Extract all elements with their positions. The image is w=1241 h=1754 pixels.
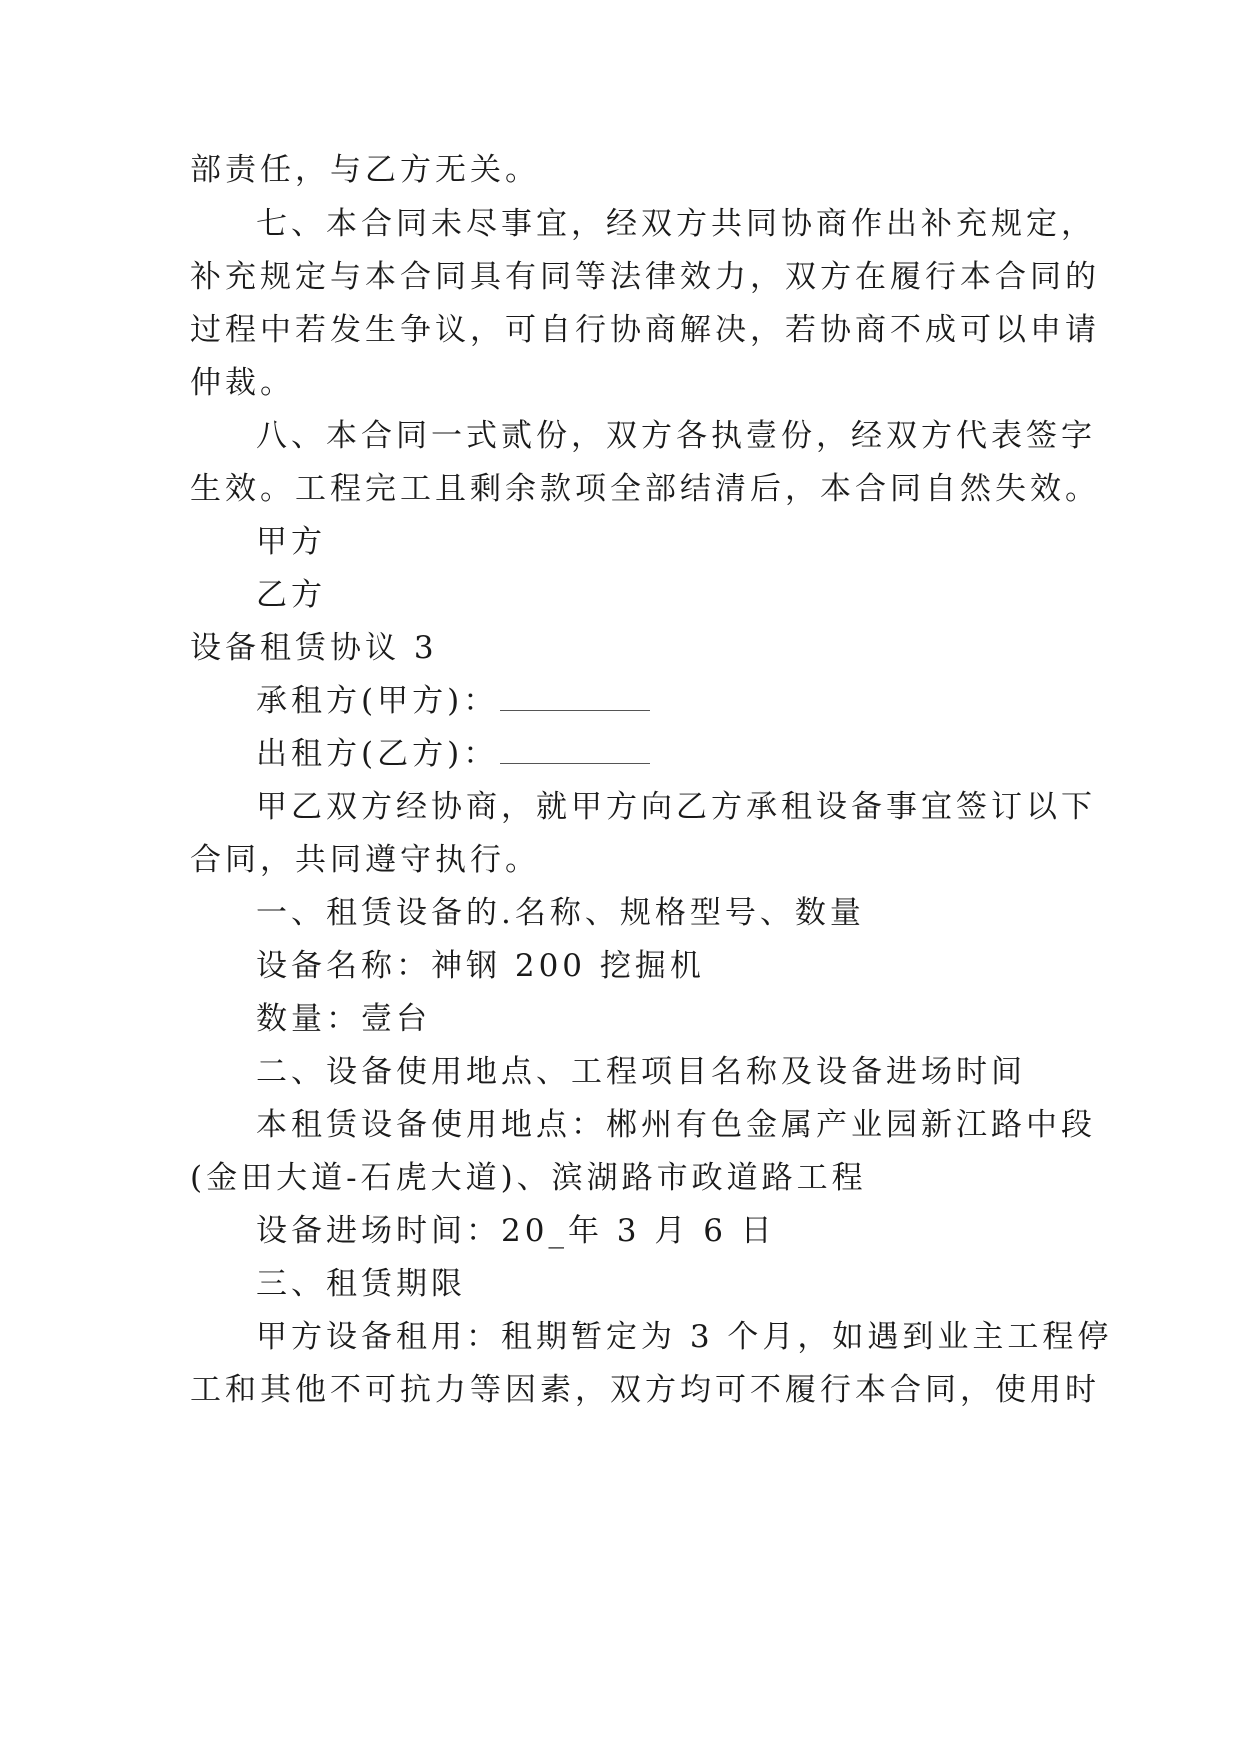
text-line: 过程中若发生争议，可自行协商解决，若协商不成可以申请 (190, 312, 1100, 348)
lessor-blank (500, 737, 650, 764)
text-line: (金田大道-石虎大道)、滨湖路市政道路工程 (190, 1160, 867, 1196)
clause-7: 七、本合同未尽事宜，经双方共同协商作出补充规定， (256, 206, 1096, 242)
lease-term: 甲方设备租用：租期暂定为 3 个月，如遇到业主工程停 (256, 1319, 1113, 1355)
party-b-signature-label: 乙方 (256, 577, 326, 613)
section-title: 设备租赁协议 3 (190, 630, 438, 666)
party-a-signature-label: 甲方 (256, 524, 326, 560)
text-line: 补充规定与本合同具有同等法律效力，双方在履行本合同的 (190, 259, 1100, 295)
clause-1-heading: 一、租赁设备的.名称、规格型号、数量 (256, 895, 865, 931)
text-line: 甲乙双方经协商，就甲方向乙方承租设备事宜签订以下 (256, 789, 1096, 825)
equipment-quantity: 数量：壹台 (256, 1001, 431, 1037)
lessee-label: 承租方(甲方)： (256, 683, 499, 719)
lessee-blank (500, 684, 650, 711)
lessor-label: 出租方(乙方)： (256, 736, 499, 772)
lessee-line (256, 681, 650, 721)
lessor-line (256, 734, 650, 774)
text-line: 生效。工程完工且剩余款项全部结清后，本合同自然失效。 (190, 471, 1100, 507)
clause-3-heading: 三、租赁期限 (256, 1266, 466, 1302)
entry-date: 设备进场时间：20_年 3 月 6 日 (256, 1213, 776, 1249)
equipment-name: 设备名称：神钢 200 挖掘机 (256, 948, 705, 984)
clause-8: 八、本合同一式贰份，双方各执壹份，经双方代表签字 (256, 418, 1096, 454)
usage-location: 本租赁设备使用地点：郴州有色金属产业园新江路中段 (256, 1107, 1096, 1143)
clause-2-heading: 二、设备使用地点、工程项目名称及设备进场时间 (256, 1054, 1026, 1090)
text-line: 合同，共同遵守执行。 (190, 842, 540, 878)
text-line: 工和其他不可抗力等因素，双方均可不履行本合同，使用时 (190, 1372, 1100, 1408)
text-line: 部责任，与乙方无关。 (190, 152, 540, 188)
text-line: 仲裁。 (190, 365, 295, 401)
